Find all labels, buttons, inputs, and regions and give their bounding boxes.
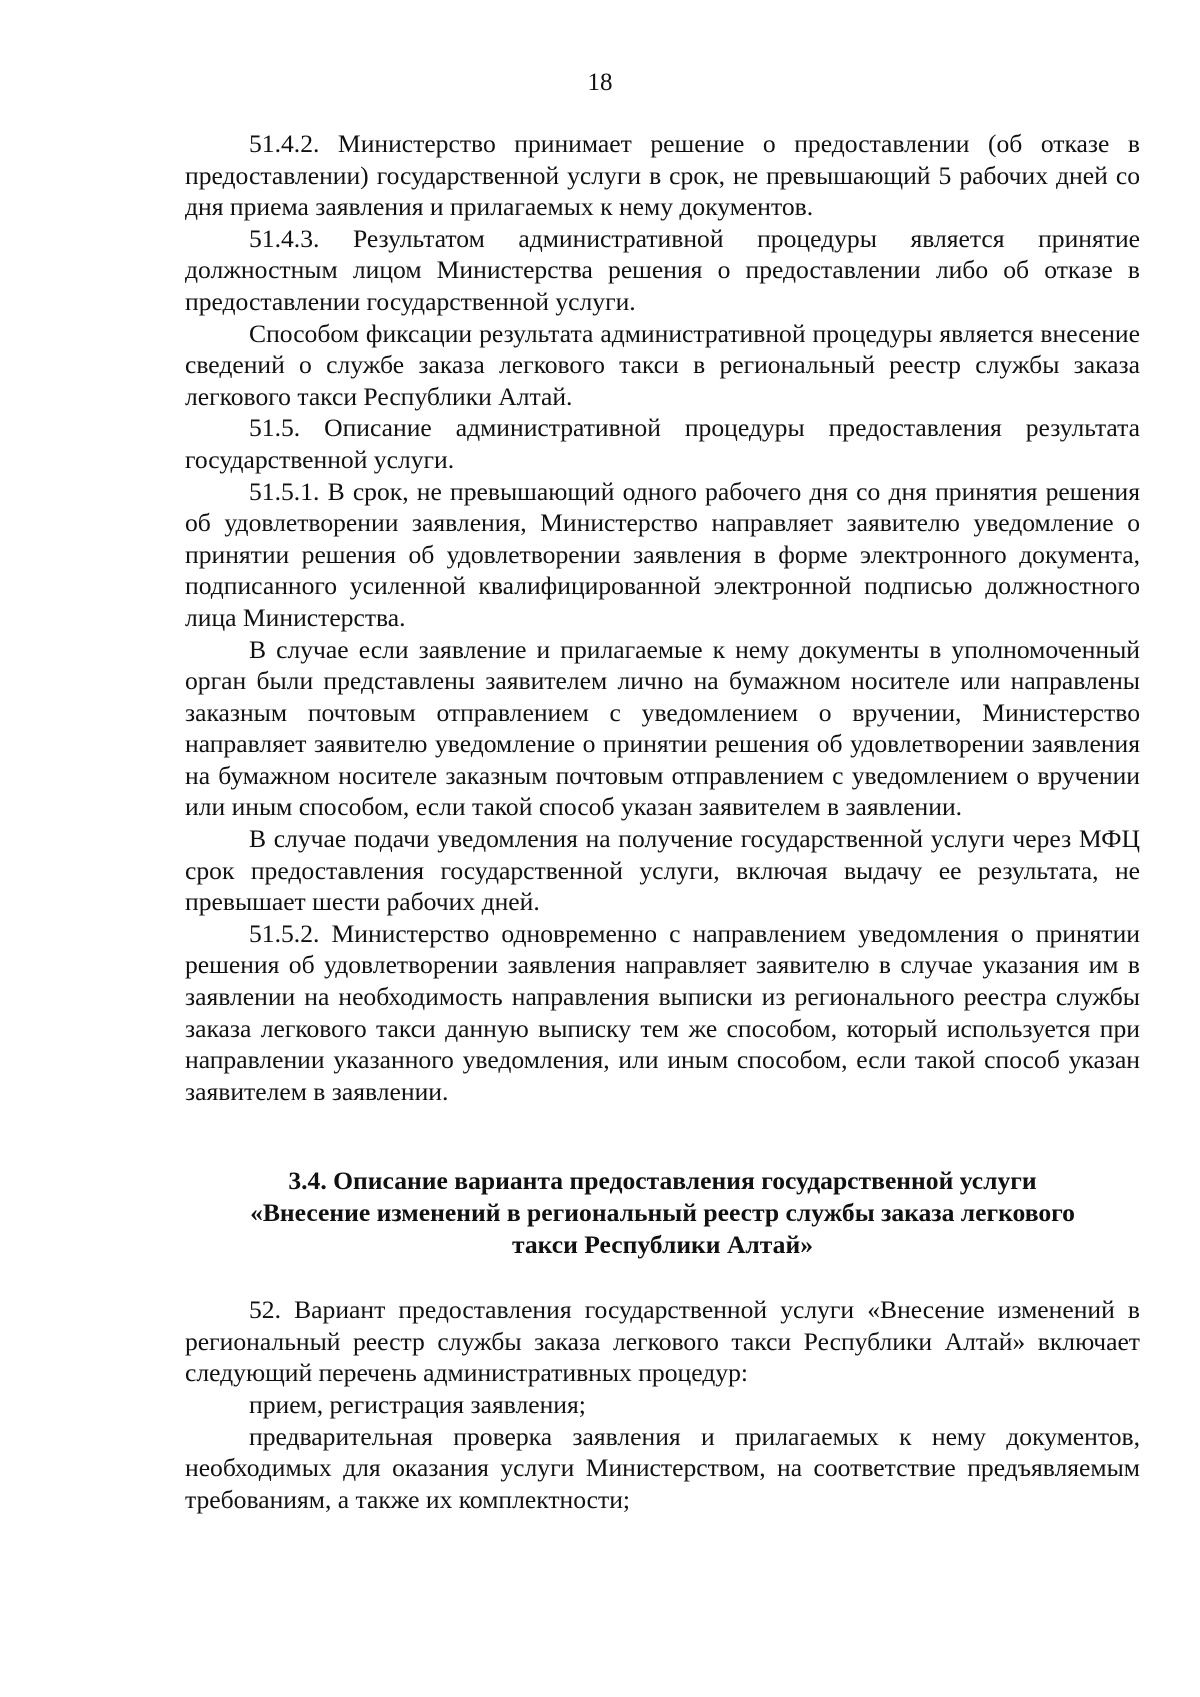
heading-line-3: такси Республики Алтай»	[511, 1229, 814, 1259]
heading-line-2: «Внесение изменений в региональный реестр службы заказа легкового	[250, 1198, 1075, 1227]
document-body	[185, 128, 1140, 1515]
paragraph-51-5-1: 51.5.1. В срок, не превышающий одного рабочего дня со дня принятия решения об удовлетворении заявления, Министерство направляет заявителю уведомление о принятии решения об удовлетворении заявления в форме электронного документа, подписанного усиленной квалифицированной электронной подписью должностного лица Министерства.	[185, 476, 1140, 632]
paragraph-51-5: 51.5. Описание административной процедуры предоставления результата государственной услуги.	[185, 413, 1140, 474]
procedure-item-reception: прием, регистрация заявления;	[249, 1389, 586, 1419]
paragraph-mfc-submission: В случае подачи уведомления на получение государственной услуги через МФЦ срок предоставления государственной услуги, включая выдачу ее результата, не превышает шести рабочих дней.	[185, 824, 1140, 917]
paragraph-51-4-2: 51.4.2. Министерство принимает решение о предоставлении (об отказе в предоставлении) государственной услуги в срок, не превышающий 5 рабочих дней со дня приема заявления и прилагаемых к нему документов.	[185, 129, 1140, 222]
page-number: 18	[587, 69, 613, 96]
procedure-item-preliminary-check: предварительная проверка заявления и прилагаемых к нему документов, необходимых для оказания услуги Министерством, на соответствие предъявляемым требованиям, а также их комплектности;	[185, 1421, 1140, 1514]
paragraph-paper-submission: В случае если заявление и прилагаемые к нему документы в уполномоченный орган были представлены заявителем лично на бумажном носителе или направлены заказным почтовым отправлением с уведомлением о вручении, Министерство направляет заявителю уведомление о принятии решения об удовлетворении заявления на бумажном носителе заказным почтовым отправлением с уведомлением о вручении или иным способом, если такой способ указан заявителем в заявлении.	[185, 634, 1140, 822]
paragraph-52: 52. Вариант предоставления государственной услуги «Внесение изменений в региональный реестр службы заказа легкового такси Республики Алтай» включает следующий перечень административных процедур:	[185, 1295, 1140, 1388]
paragraph-fixation-method: Способом фиксации результата административной процедуры является внесение сведений о службе заказа легкового такси в региональный реестр службы заказа легкового такси Республики Алтай.	[185, 318, 1140, 411]
paragraph-51-4-3: 51.4.3. Результатом административной процедуры является принятие должностным лицом Министерства решения о предоставлении либо об отказе в предоставлении государственной услуги.	[185, 223, 1140, 316]
paragraph-51-5-2: 51.5.2. Министерство одновременно с направлением уведомления о принятии решения об удовлетворении заявления направляет заявителю в случае указания им в заявлении на необходимость направления выписки из регионального реестра службы заказа легкового такси данную выписку тем же способом, который используется при направлении указанного уведомления, или иным способом, если такой способ указан заявителем в заявлении.	[185, 918, 1140, 1106]
heading-line-1: 3.4. Описание варианта предоставления государственной услуги	[288, 1166, 1037, 1196]
section-heading-3-4	[185, 1165, 1140, 1260]
